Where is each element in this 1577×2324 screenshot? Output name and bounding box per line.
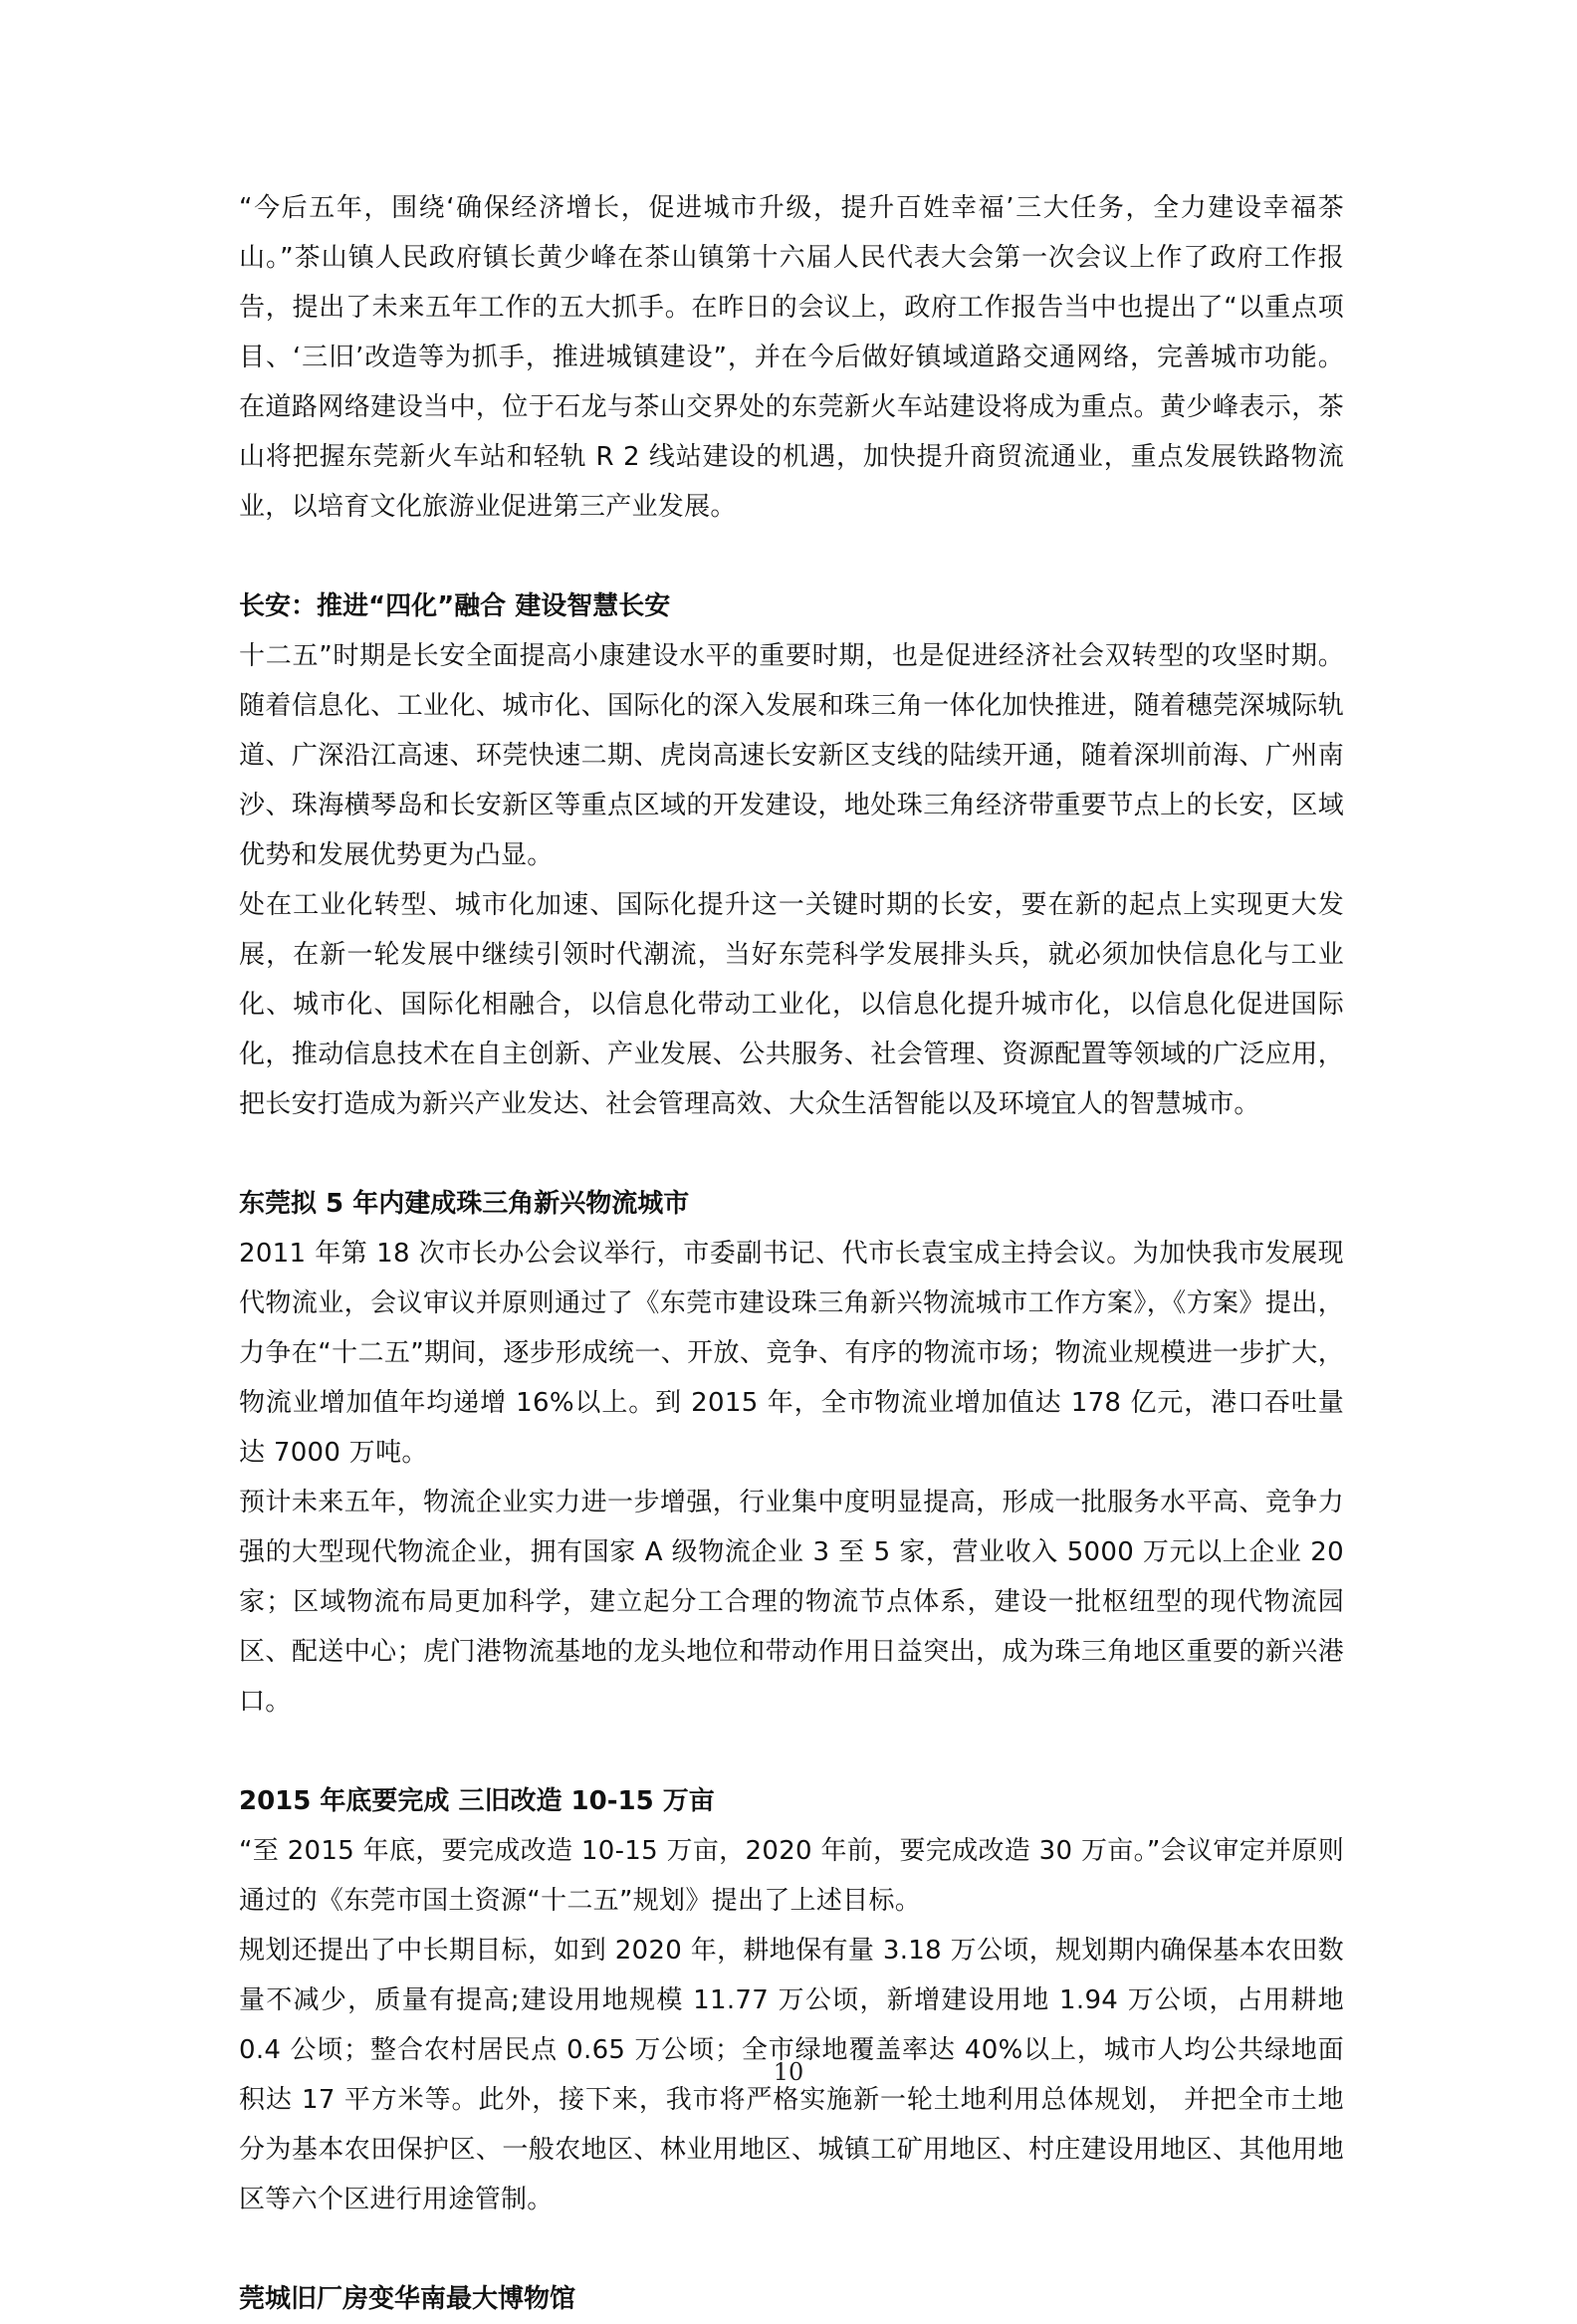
section-changan xyxy=(239,581,1344,1129)
section-museum xyxy=(239,2274,1344,2324)
intro-paragraph: “今后五年，围绕‘确保经济增长，促进城市升级，提升百姓幸福’三大任务，全力建设幸福茶山。”茶山镇人民政府镇长黄少峰在茶山镇第十六届人民代表大会第一次会议上作了政府工作报告，提出了未来五年工作的五大抓手。在昨日的会议上，政府工作报告当中也提出了“以重点项目、‘三旧’改造等为抓手，推进城镇建设”，并在今后做好镇域道路交通网络，完善城市功能。 在道路网络建设当中，位于石龙与茶山交界处的东莞新火车站建设将成为重点。黄少峰表示，茶山将把握东莞新火车站和轻轨 R 2 线站建设的机遇，加快提升商贸流通业，重点发展铁路物流业，以培育文化旅游业促进第三产业发展。 xyxy=(239,193,1344,522)
page-number: 10 xyxy=(773,2058,804,2086)
section-heading: 长安：推进“四化”融合 建设智慧长安 xyxy=(239,591,671,621)
body-paragraph: 2011 年第 18 次市长办公会议举行，市委副书记、代市长袁宝成主持会议。为加快我市发展现代物流业，会议审议并原则通过了《东莞市建设珠三角新兴物流城市工作方案》，《方案》提出，力争在“十二五”期间，逐步形成统一、开放、竞争、有序的物流市场；物流业规模进一步扩大，物流业增加值年均递增 16%以上。到 2015 年，全市物流业增加值达 178 亿元，港口吞吐量达 7000 万吨。 xyxy=(239,1239,1344,1468)
body-paragraph: 规划还提出了中长期目标，如到 2020 年，耕地保有量 3.18 万公顷，规划期内确保基本农田数量不减少，质量有提高;建设用地规模 11.77 万公顷，新增建设用地 1.94 万公顷，占用耕地 0.4 公顷；整合农村居民点 0.65 万公顷；全市绿地覆盖率达 40%以上，城市人均公共绿地面积达 17 平方米等。此外，接下来，我市将严格实施新一轮土地利用总体规划， 并把全市土地分为基本农田保护区、一般农地区、林业用地区、城镇工矿用地区、村庄建设用地区、其他用地区等六个区进行用途管制。 xyxy=(239,1936,1344,2214)
body-paragraph: “至 2015 年底，要完成改造 10-15 万亩，2020 年前，要完成改造 30 万亩。”会议审定并原则通过的《东莞市国土资源“十二五”规划》提出了上述目标。 xyxy=(239,1836,1344,1916)
section-logistics xyxy=(239,1179,1344,1727)
section-heading: 莞城旧厂房变华南最大博物馆 xyxy=(239,2284,576,2314)
section-heading: 东莞拟 5 年内建成珠三角新兴物流城市 xyxy=(239,1189,690,1219)
section-heading: 2015 年底要完成 三旧改造 10-15 万亩 xyxy=(239,1786,715,1816)
document-page xyxy=(239,183,1344,2324)
body-paragraph: 预计未来五年，物流企业实力进一步增强，行业集中度明显提高，形成一批服务水平高、竞争力强的大型现代物流企业，拥有国家 A 级物流企业 3 至 5 家，营业收入 5000 万元以上企业 20 家；区域物流布局更加科学，建立起分工合理的物流节点体系，建设一批枢纽型的现代物流园区、配送中心；虎门港物流基地的龙头地位和带动作用日益突出，成为珠三角地区重要的新兴港口。 xyxy=(239,1488,1344,1717)
section-three-old-renovation xyxy=(239,1776,1344,2224)
body-paragraph: 处在工业化转型、城市化加速、国际化提升这一关键时期的长安，要在新的起点上实现更大发展，在新一轮发展中继续引领时代潮流，当好东莞科学发展排头兵，就必须加快信息化与工业化、城市化、国际化相融合，以信息化带动工业化，以信息化提升城市化，以信息化促进国际化，推动信息技术在自主创新、产业发展、公共服务、社会管理、资源配置等领域的广泛应用，把长安打造成为新兴产业发达、社会管理高效、大众生活智能以及环境宜人的智慧城市。 xyxy=(239,890,1344,1119)
body-paragraph: 十二五”时期是长安全面提高小康建设水平的重要时期，也是促进经济社会双转型的攻坚时期。随着信息化、工业化、城市化、国际化的深入发展和珠三角一体化加快推进，随着穗莞深城际轨道、广深沿江高速、环莞快速二期、虎岗高速长安新区支线的陆续开通，随着深圳前海、广州南沙、珠海横琴岛和长安新区等重点区域的开发建设，地处珠三角经济带重要节点上的长安，区域优势和发展优势更为凸显。 xyxy=(239,641,1344,870)
